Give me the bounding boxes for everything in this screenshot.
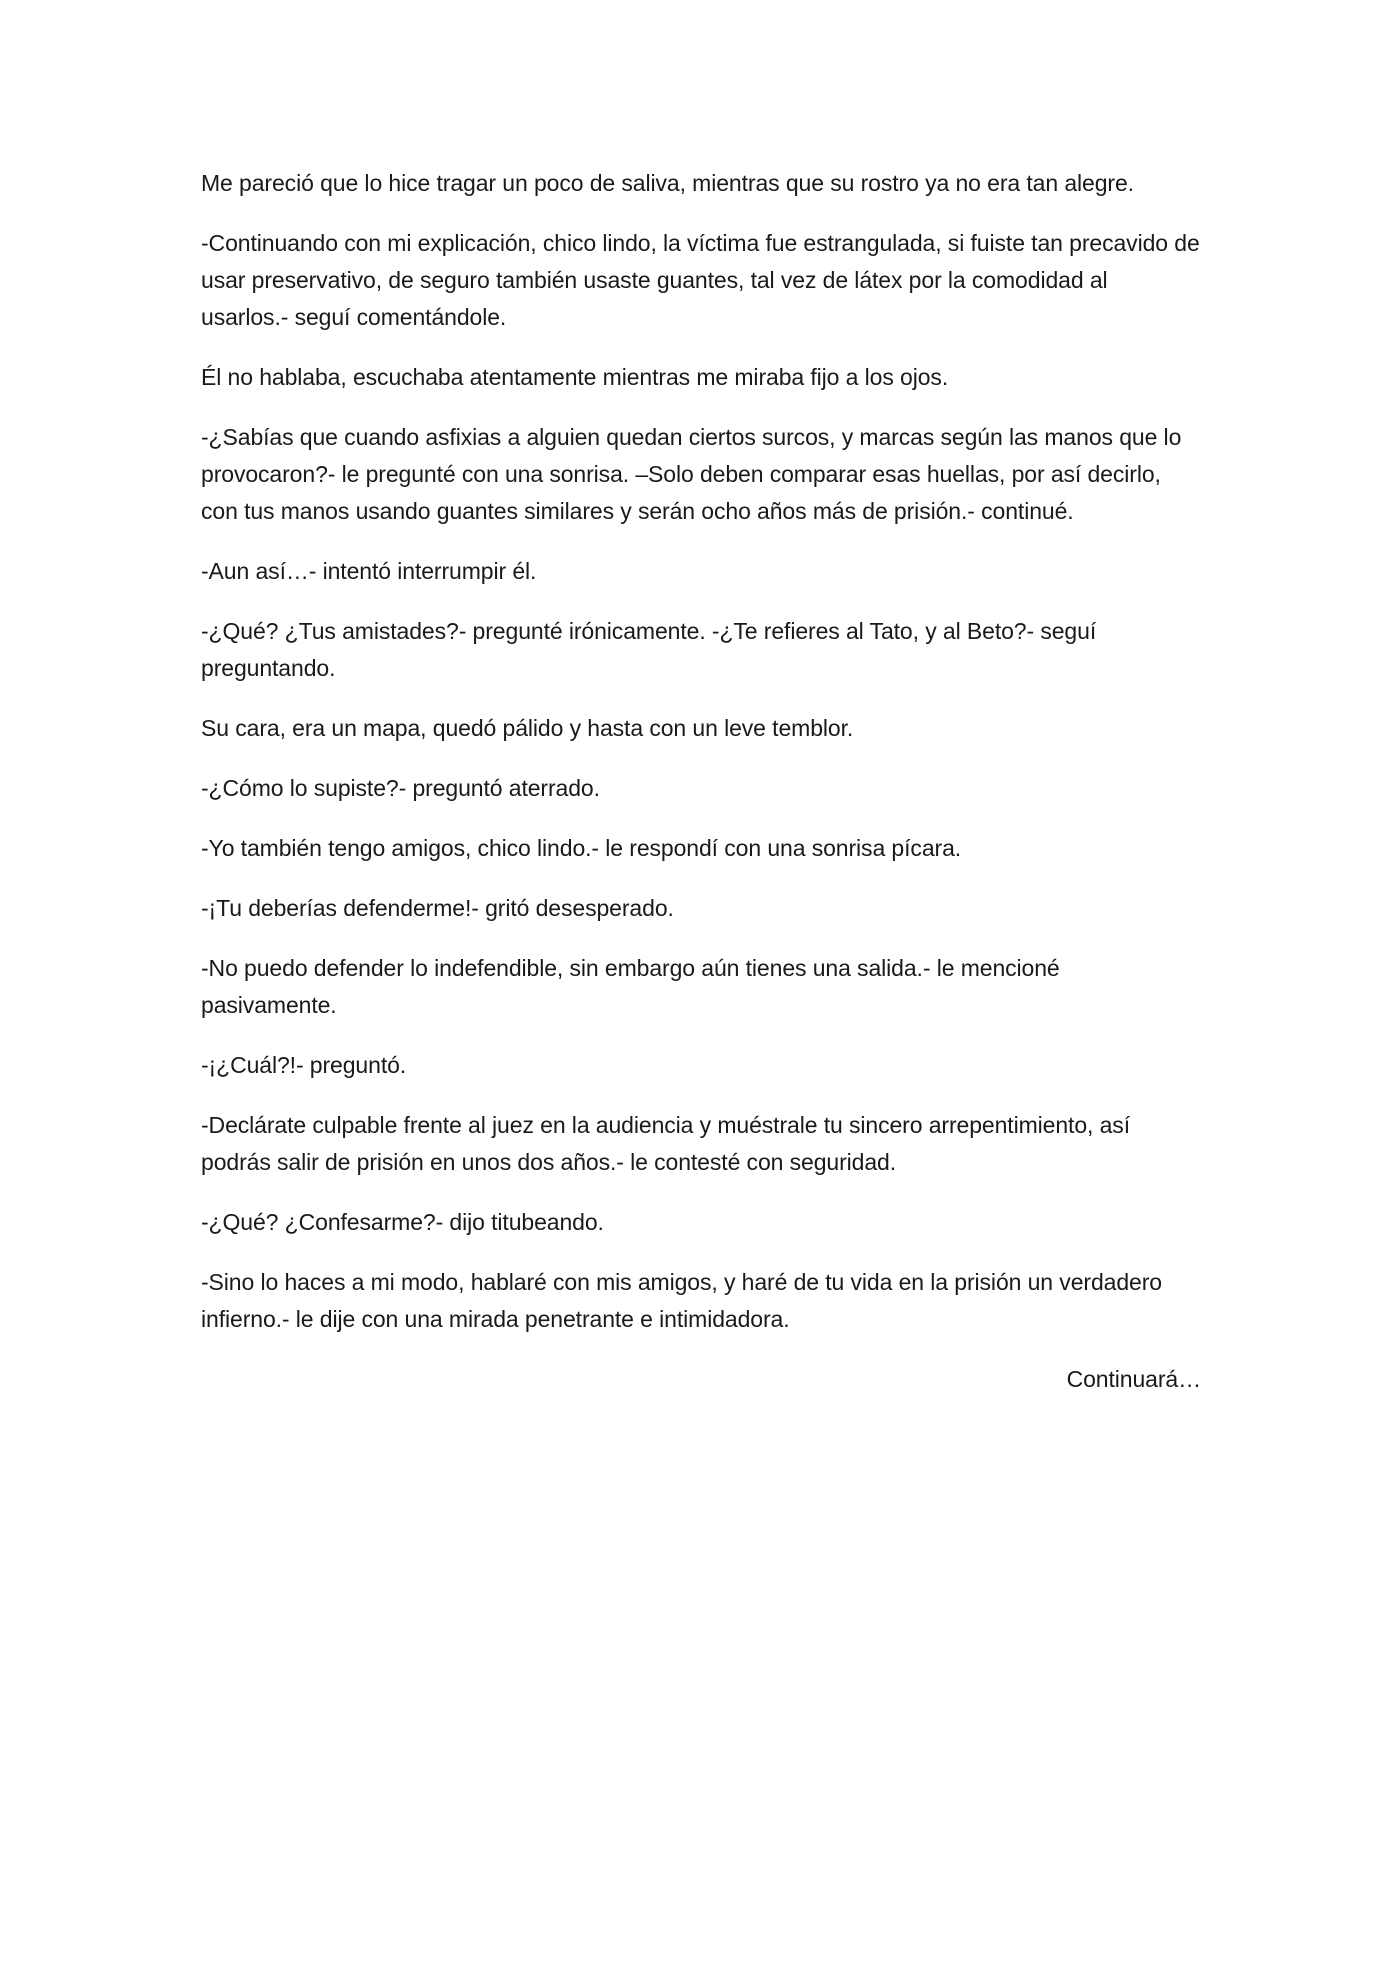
paragraph-11: -No puedo defender lo indefendible, sin embargo aún tienes una salida.- le mencioné pasivamente. bbox=[201, 955, 1060, 1018]
paragraph-9: -Yo también tengo amigos, chico lindo.- le respondí con una sonrisa pícara. bbox=[201, 835, 962, 861]
paragraph-8: -¿Cómo lo supiste?- preguntó aterrado. bbox=[201, 775, 600, 801]
paragraph-14: -¿Qué? ¿Confesarme?- dijo titubeando. bbox=[201, 1209, 604, 1235]
paragraph-10: -¡Tu deberías defenderme!- gritó desesperado. bbox=[201, 895, 674, 921]
paragraph-5: -Aun así…- intentó interrumpir él. bbox=[201, 558, 537, 584]
paragraph-12: -¡¿Cuál?!- preguntó. bbox=[201, 1052, 407, 1078]
paragraph-6: -¿Qué? ¿Tus amistades?- pregunté irónicamente. -¿Te refieres al Tato, y al Beto?- seguí preguntando. bbox=[201, 618, 1097, 681]
paragraph-13: -Declárate culpable frente al juez en la audiencia y muéstrale tu sincero arrepentimiento, así podrás salir de prisión en unos dos años.- le contesté con seguridad. bbox=[201, 1112, 1130, 1175]
paragraph-3: Él no hablaba, escuchaba atentamente mientras me miraba fijo a los ojos. bbox=[201, 364, 949, 390]
paragraph-4: -¿Sabías que cuando asfixias a alguien quedan ciertos surcos, y marcas según las manos que lo provocaron?- le pregunté con una sonrisa. –Solo deben comparar esas huellas, por así decirlo, con tus manos usando guantes similares y serán ocho años más de prisión.- continué. bbox=[201, 424, 1182, 524]
document-body bbox=[201, 165, 1201, 1398]
paragraph-1: Me pareció que lo hice tragar un poco de saliva, mientras que su rostro ya no era tan alegre. bbox=[201, 170, 1134, 196]
paragraph-15: -Sino lo haces a mi modo, hablaré con mis amigos, y haré de tu vida en la prisión un verdadero infierno.- le dije con una mirada penetrante e intimidadora. bbox=[201, 1269, 1162, 1332]
closing-text: Continuará… bbox=[1066, 1366, 1201, 1392]
paragraph-2: -Continuando con mi explicación, chico lindo, la víctima fue estrangulada, si fuiste tan precavido de usar preservativo, de seguro también usaste guantes, tal vez de látex por la comodidad al usarlos.- seguí comentándole. bbox=[201, 230, 1200, 330]
paragraph-7: Su cara, era un mapa, quedó pálido y hasta con un leve temblor. bbox=[201, 715, 854, 741]
